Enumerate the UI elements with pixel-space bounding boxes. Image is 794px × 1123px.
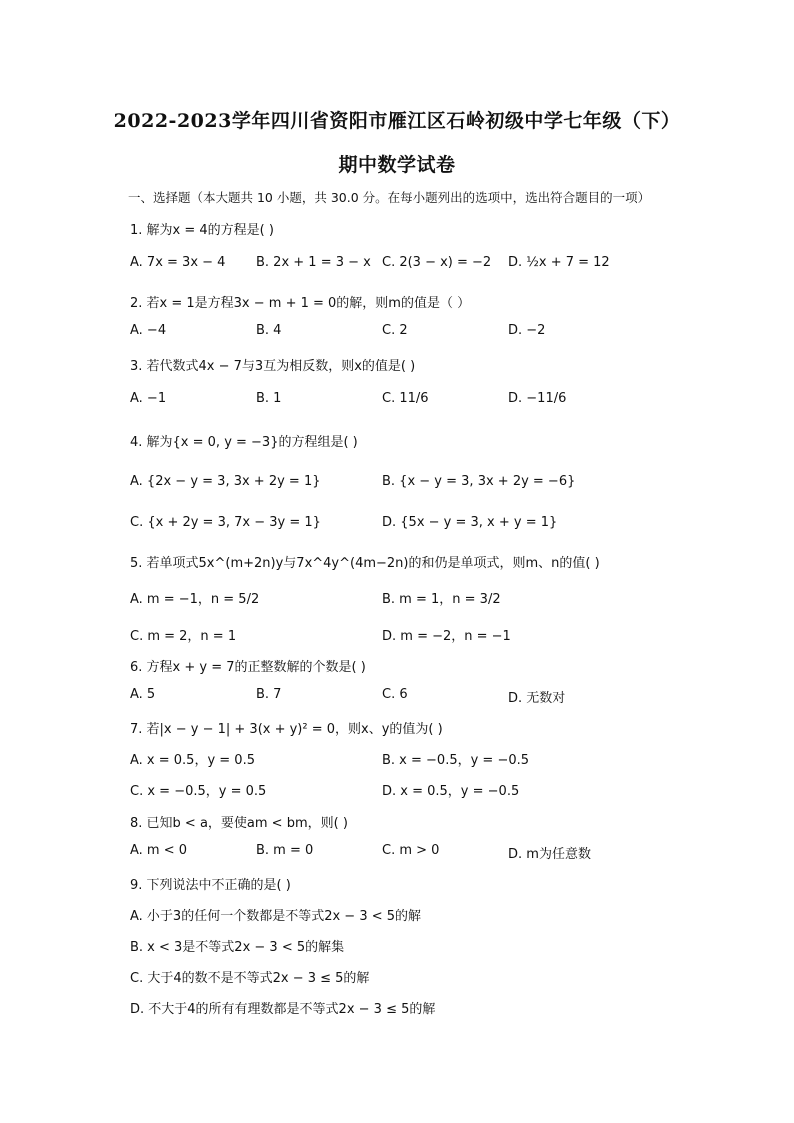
question-8-option-d: D. m为任意数	[508, 847, 591, 862]
question-9-option-b: B. x < 3是不等式2x − 3 < 5的解集	[130, 940, 345, 955]
question-4-option-d: D. {5x − y = 3, x + y = 1}	[382, 515, 558, 530]
question-9-option-c: C. 大于4的数不是不等式2x − 3 ≤ 5的解	[130, 971, 370, 986]
question-1-option-b: B. 2x + 1 = 3 − x	[256, 255, 371, 270]
question-2-option-d: D. −2	[508, 323, 546, 338]
question-2-option-a: A. −4	[130, 323, 167, 338]
question-5-stem: 5. 若单项式5x^(m+2n)y与7x^4y^(4m−2n)的和仍是单项式，则m、n的值( )	[130, 556, 600, 571]
question-7-option-b: B. x = −0.5，y = −0.5	[382, 753, 530, 768]
exam-title-line2: 期中数学试卷	[338, 154, 456, 176]
question-5-option-b: B. m = 1，n = 3/2	[382, 592, 501, 607]
question-3-option-d: D. −11/6	[508, 391, 567, 406]
exam-title-line1: 2022-2023学年四川省资阳市雁江区石岭初级中学七年级（下）	[113, 110, 681, 132]
question-5-option-a: A. m = −1，n = 5/2	[130, 592, 260, 607]
question-2-option-c: C. 2	[382, 323, 408, 338]
question-5-option-c: C. m = 2，n = 1	[130, 629, 237, 644]
question-1-option-c: C. 2(3 − x) = −2	[382, 255, 492, 270]
question-6-option-c: C. 6	[382, 687, 408, 702]
question-6-option-a: A. 5	[130, 687, 156, 702]
question-9-stem: 9. 下列说法中不正确的是( )	[130, 878, 291, 893]
question-7-option-c: C. x = −0.5，y = 0.5	[130, 784, 267, 799]
question-6-option-b: B. 7	[256, 687, 282, 702]
question-4-option-b: B. {x − y = 3, 3x + 2y = −6}	[382, 474, 576, 489]
question-1-stem: 1. 解为x = 4的方程是( )	[130, 223, 274, 238]
question-3-option-c: C. 11/6	[382, 391, 429, 406]
question-2-option-b: B. 4	[256, 323, 282, 338]
question-3-stem: 3. 若代数式4x − 7与3互为相反数，则x的值是( )	[130, 359, 416, 374]
question-3-option-a: A. −1	[130, 391, 167, 406]
question-1-option-d: D. ½x + 7 = 12	[508, 255, 610, 270]
question-4-option-c: C. {x + 2y = 3, 7x − 3y = 1}	[130, 515, 321, 530]
question-8-option-a: A. m < 0	[130, 843, 188, 858]
question-4-stem: 4. 解为{x = 0, y = −3}的方程组是( )	[130, 435, 358, 450]
question-1-option-a: A. 7x = 3x − 4	[130, 255, 226, 270]
question-4-option-a: A. {2x − y = 3, 3x + 2y = 1}	[130, 474, 321, 489]
question-2-stem: 2. 若x = 1是方程3x − m + 1 = 0的解，则m的值是（ ）	[130, 296, 471, 311]
question-7-stem: 7. 若|x − y − 1| + 3(x + y)² = 0，则x、y的值为( )	[130, 722, 443, 737]
question-3-option-b: B. 1	[256, 391, 282, 406]
question-7-option-a: A. x = 0.5，y = 0.5	[130, 753, 255, 768]
question-7-option-d: D. x = 0.5，y = −0.5	[382, 784, 520, 799]
question-8-stem: 8. 已知b < a，要使am < bm，则( )	[130, 816, 348, 831]
question-6-option-d: D. 无数对	[508, 691, 566, 706]
question-6-stem: 6. 方程x + y = 7的正整数解的个数是( )	[130, 660, 366, 675]
question-9-option-d: D. 不大于4的所有有理数都是不等式2x − 3 ≤ 5的解	[130, 1002, 436, 1017]
question-8-option-c: C. m > 0	[382, 843, 440, 858]
question-8-option-b: B. m = 0	[256, 843, 314, 858]
section-heading: 一、选择题（本大题共 10 小题，共 30.0 分。在每小题列出的选项中，选出符合题目的一项）	[128, 190, 651, 205]
question-9-option-a: A. 小于3的任何一个数都是不等式2x − 3 < 5的解	[130, 909, 422, 924]
question-5-option-d: D. m = −2，n = −1	[382, 629, 511, 644]
